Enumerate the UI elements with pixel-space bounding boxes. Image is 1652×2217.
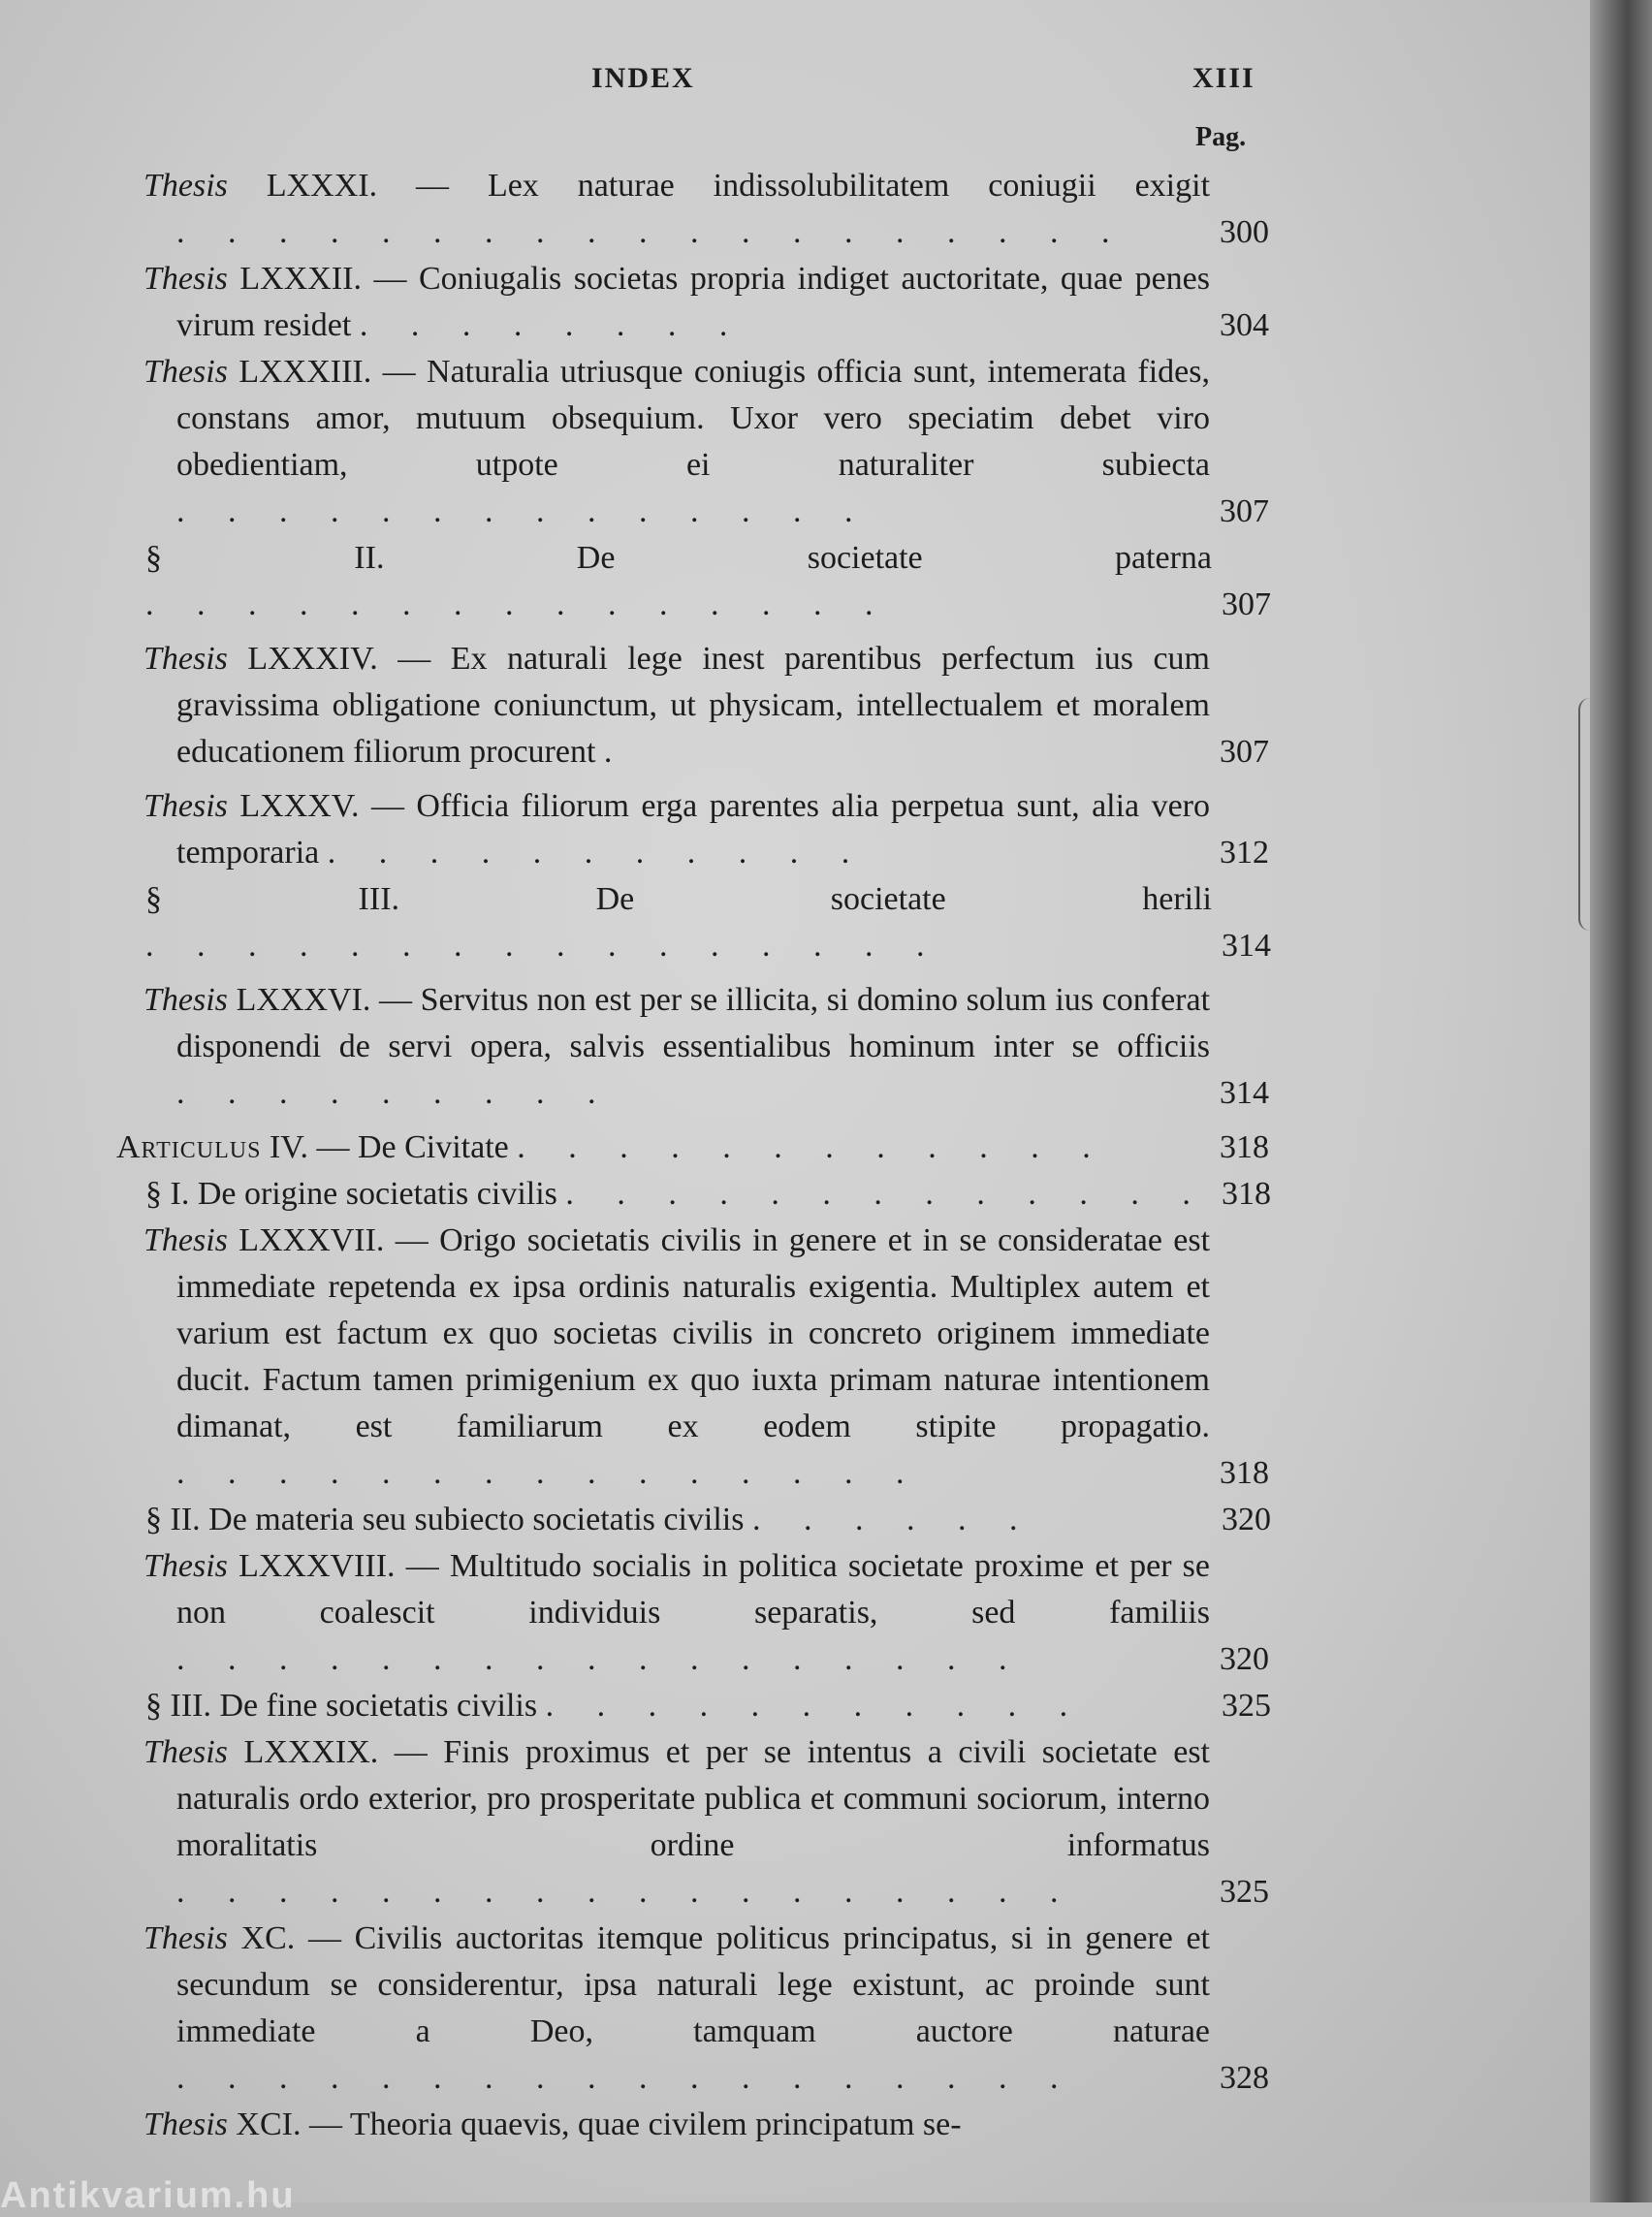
thesis-number: LXXXVIII. xyxy=(238,1548,396,1584)
page-number: 318 xyxy=(1222,1176,1271,1212)
dot-leaders: . . . . . . . . . xyxy=(176,1075,614,1111)
page-number: 318 xyxy=(1220,1455,1269,1491)
dot-leaders: . . . . . . . . . . . xyxy=(327,835,868,871)
thesis-number: XCI. xyxy=(236,2106,302,2142)
page-number: 325 xyxy=(1220,1874,1269,1910)
dot-leaders: . . . . . . . . . . . . xyxy=(517,1129,1108,1165)
thesis-word: Thesis xyxy=(143,354,228,390)
thesis-word: Thesis xyxy=(143,168,228,204)
dot-leaders: . . . . . . . . . . . . . . . xyxy=(145,586,891,622)
index-entry-thesis-89 xyxy=(143,1729,1269,1916)
thesis-word: Thesis xyxy=(143,982,228,1018)
page-folio: XIII xyxy=(1192,62,1255,94)
thesis-text: — Naturalia utriusque coniugis officia sunt, intemerata fides, constans amor, mutuum obsequium. Uxor vero speciatim debet viro obedientiam, utpote ei naturaliter subiecta xyxy=(176,354,1211,483)
page-fold-mark xyxy=(1578,698,1600,931)
section-heading: § III. De fine societatis civilis xyxy=(145,1688,538,1724)
thesis-text: — Officia filiorum erga parentes alia perpetua sunt, alia vero temporaria xyxy=(176,788,1211,871)
section-heading: § I. De origine societatis civilis xyxy=(145,1176,557,1212)
page-number: 300 xyxy=(1220,214,1269,250)
page-number: 307 xyxy=(1222,586,1271,622)
thesis-text: — Coniugalis societas propria indiget auctoritate, quae penes virum residet xyxy=(176,261,1210,343)
dot-leaders: . xyxy=(603,734,630,770)
thesis-word: Thesis xyxy=(143,788,228,824)
thesis-word: Thesis xyxy=(143,261,228,297)
page-column-label: Pag. xyxy=(1195,122,1247,152)
dot-leaders: . . . . . . . . . . . xyxy=(545,1688,1086,1724)
dot-leaders: . . . . . . . . . . . . . . . . . . . xyxy=(176,214,1128,250)
section-heading: § II. De materia seu subiecto societatis civilis xyxy=(145,1502,745,1537)
page-number: 328 xyxy=(1220,2060,1269,2096)
thesis-word: Thesis xyxy=(143,641,228,677)
index-entry-section-materia xyxy=(145,1497,1271,1543)
thesis-word: Thesis xyxy=(143,1548,228,1584)
thesis-text: — Theoria quaevis, quae civilem principatum se- xyxy=(308,2106,962,2142)
articulus-label: Articulus xyxy=(116,1129,262,1165)
thesis-text: — Lex naturae indissolubilitatem coniugii exigit xyxy=(416,168,1211,204)
thesis-number: XC. xyxy=(240,1920,296,1956)
thesis-number: LXXXVI. xyxy=(236,982,371,1018)
index-entry-thesis-82 xyxy=(143,256,1269,349)
thesis-text: — Multitudo socialis in politica societate proxime et per se non coalescit individuis separatis, sed familiis xyxy=(176,1548,1210,1631)
thesis-number: LXXXVII. xyxy=(238,1222,385,1258)
thesis-number: LXXXIII. xyxy=(238,354,372,390)
thesis-text: — Ex naturali lege inest parentibus perfectum ius cum gravissima obligatione coniunctum, ut physicam, intellectualem et moralem educationem filiorum procurent xyxy=(176,641,1210,770)
dot-leaders: . . . . . . . . . . . . . xyxy=(565,1176,1208,1212)
page-number: 325 xyxy=(1222,1688,1271,1724)
page-number: 307 xyxy=(1220,734,1269,770)
page-number: 312 xyxy=(1220,835,1269,871)
thesis-number: LXXXIX. xyxy=(243,1734,379,1770)
index-entry-section-origo xyxy=(145,1171,1271,1218)
dot-leaders: . . . . . . . . . . . . . . . . . . xyxy=(176,2060,1076,2096)
page-number: 314 xyxy=(1220,1075,1269,1111)
dot-leaders: . . . . . . . . . . . . . . . . . . xyxy=(176,1874,1076,1910)
index-entry-thesis-84 xyxy=(143,636,1269,776)
thesis-text: — Origo societatis civilis in genere et in se consideratae est immediate repetenda ex ipsa ordinis naturalis exigentia. Multiplex autem et varium est factum ex quo societas civilis in concreto originem immediate ducit. Factum tamen primigenium ex quo iuxta primam naturae intentionem dimanat, est familiarum ex eodem stipite propagatio. xyxy=(176,1222,1211,1444)
thesis-text: — Civilis auctoritas itemque politicus principatus, si in genere et secundum se considerentur, ipsa naturali lege existunt, ac proinde sunt immediate a Deo, tamquam auctore naturae xyxy=(176,1920,1210,2049)
thesis-word: Thesis xyxy=(143,2106,228,2142)
thesis-number: LXXXIV. xyxy=(247,641,378,677)
watermark: Antikvarium.hu xyxy=(0,2175,296,2216)
index-entry-thesis-85 xyxy=(143,783,1269,876)
page-number: 314 xyxy=(1222,928,1271,964)
dot-leaders: . . . . . . . . . . . . . . . . xyxy=(145,928,942,964)
index-entry-section-finis xyxy=(145,1683,1271,1729)
index-entry-thesis-83 xyxy=(143,349,1269,535)
dot-leaders: . . . . . . . . . . . . . . . . . xyxy=(176,1641,1025,1677)
section-heading: § II. De societate paterna xyxy=(145,540,1212,576)
book-spine-edge xyxy=(1590,0,1652,2202)
dot-leaders: . . . . . . . . xyxy=(359,307,746,343)
running-head-title: INDEX xyxy=(591,62,695,94)
dot-leaders: . . . . . . xyxy=(751,1502,1035,1537)
section-heading: § III. De societate herili xyxy=(145,881,1212,917)
page-number: 307 xyxy=(1220,493,1269,529)
page-number: 304 xyxy=(1220,307,1269,343)
dot-leaders: . . . . . . . . . . . . . . . xyxy=(176,1455,922,1491)
index-entry-thesis-86 xyxy=(143,977,1269,1117)
thesis-number: LXXXV. xyxy=(239,788,360,824)
articulus-heading: IV. — De Civitate xyxy=(269,1129,509,1165)
index-entry-thesis-91 xyxy=(143,2102,1210,2148)
index-entry-thesis-81 xyxy=(143,163,1269,256)
thesis-text: — Servitus non est per se illicita, si domino solum ius conferat disponendi de servi opera, salvis essentialibus hominum inter se officiis xyxy=(176,982,1211,1064)
index-entry-thesis-90 xyxy=(143,1916,1269,2102)
dot-leaders: . . . . . . . . . . . . . . xyxy=(176,493,871,529)
thesis-number: LXXXI. xyxy=(266,168,378,204)
index-entry-section-societas-herilis xyxy=(145,876,1271,969)
page-number: 320 xyxy=(1222,1502,1271,1537)
thesis-number: LXXXII. xyxy=(239,261,362,297)
thesis-word: Thesis xyxy=(143,1920,228,1956)
index-entry-thesis-88 xyxy=(143,1543,1269,1683)
page-number: 320 xyxy=(1220,1641,1269,1677)
thesis-word: Thesis xyxy=(143,1734,228,1770)
index-entry-thesis-87 xyxy=(143,1218,1269,1497)
thesis-word: Thesis xyxy=(143,1222,228,1258)
index-list xyxy=(0,163,1609,2148)
page-number: 318 xyxy=(1220,1129,1269,1165)
index-entry-articulus-iv xyxy=(116,1124,1269,1171)
index-entry-section-societas-paterna xyxy=(145,535,1271,628)
thesis-text: — Finis proximus et per se intentus a civili societate est naturalis ordo exterior, pro prosperitate publica et communi sociorum, interno moralitatis ordine informatus xyxy=(176,1734,1210,1863)
